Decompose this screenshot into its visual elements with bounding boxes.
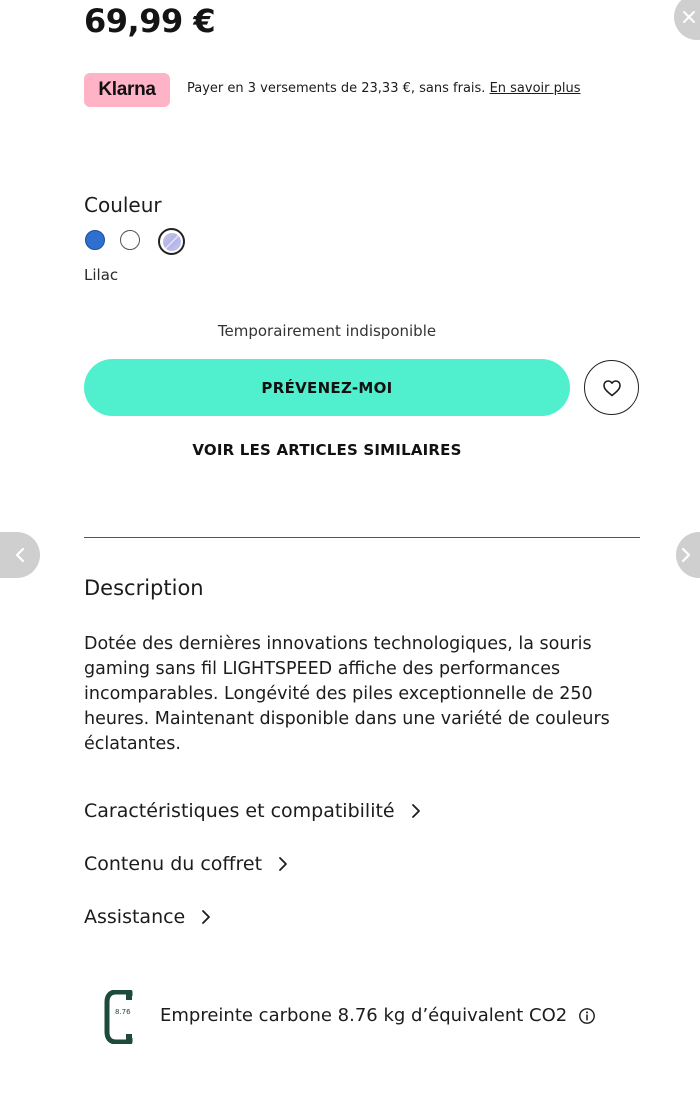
klarna-message: Payer en 3 versements de 23,33 €, sans frais. — [187, 81, 490, 96]
color-swatch-white[interactable] — [120, 230, 140, 250]
wishlist-button[interactable] — [584, 360, 639, 415]
carousel-prev-button[interactable] — [0, 532, 40, 578]
chevron-right-icon — [680, 547, 692, 563]
description-heading: Description — [84, 576, 204, 600]
product-price: 69,99 € — [84, 2, 216, 40]
chevron-right-icon — [411, 803, 421, 819]
close-icon — [682, 10, 696, 24]
accordion-label: Assistance — [84, 906, 186, 928]
info-icon[interactable] — [578, 1007, 596, 1025]
klarna-logo: Klarna — [84, 73, 170, 107]
color-swatch-lilac[interactable] — [158, 228, 185, 255]
chevron-right-icon — [278, 856, 288, 872]
availability-status: Temporairement indisponible — [217, 322, 437, 340]
notify-me-button[interactable]: PRÉVENEZ-MOI — [84, 359, 570, 416]
carbon-footprint-text: Empreinte carbone 8.76 kg d’équivalent CO2 — [160, 1005, 568, 1026]
color-swatch-blue[interactable] — [85, 230, 105, 250]
carbon-footprint-icon — [104, 990, 138, 1044]
chevron-right-icon — [201, 909, 211, 925]
accordion-specs[interactable] — [84, 800, 421, 822]
accordion-support[interactable] — [84, 906, 211, 928]
accordion-box-contents[interactable] — [84, 853, 288, 875]
klarna-learn-more-link[interactable]: En savoir plus — [489, 81, 581, 96]
color-swatch-lilac-fill — [163, 233, 181, 251]
chevron-left-icon — [14, 547, 26, 563]
color-heading: Couleur — [84, 193, 162, 217]
close-button[interactable] — [674, 0, 700, 40]
accordion-label: Caractéristiques et compatibilité — [84, 800, 395, 822]
section-divider — [84, 537, 640, 538]
heart-icon — [602, 379, 622, 397]
carbon-badge-value: 8.76 — [115, 1008, 131, 1016]
accordion-label: Contenu du coffret — [84, 853, 263, 875]
description-text: Dotée des dernières innovations technologiques, la souris gaming sans fil LIGHTSPEED affiche des performances incomparables. Longévité des piles exceptionnelle de 250 heures. Maintenant disponible dans une variété de couleurs éclatantes. — [84, 634, 610, 754]
klarna-installment-info — [187, 81, 581, 96]
similar-items-link[interactable]: VOIR LES ARTICLES SIMILAIRES — [192, 441, 462, 459]
carousel-next-button[interactable] — [676, 532, 700, 578]
selected-color-label: Lilac — [84, 266, 119, 284]
